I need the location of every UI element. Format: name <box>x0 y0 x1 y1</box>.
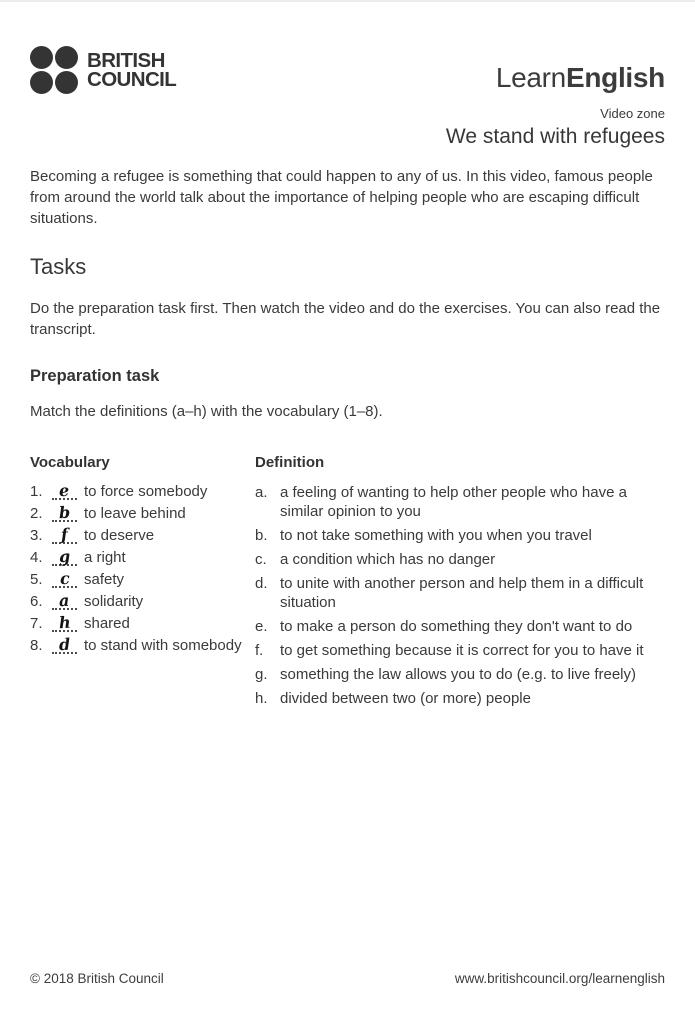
tasks-paragraph: Do the preparation task first. Then watch the video and do the exercises. You can also read the transcript. <box>30 300 661 339</box>
answer-blank <box>52 502 77 523</box>
definition-text: a feeling of wanting to help other people who have a similar opinion to you <box>280 483 627 520</box>
definition-text: to not take something with you when you travel <box>280 526 592 544</box>
logo-wordmark <box>87 48 177 91</box>
definition-letter: g. <box>255 665 268 683</box>
vocab-item <box>30 502 255 527</box>
vocab-term: to leave behind <box>84 504 186 522</box>
preparation-task-heading: Preparation task <box>30 367 160 386</box>
matching-exercise <box>30 454 665 713</box>
british-council-dots-icon <box>30 46 78 94</box>
copyright-text: © 2018 British Council <box>30 971 164 986</box>
definition-text: to unite with another person and help them in a difficult situation <box>280 574 644 611</box>
vocab-item <box>30 634 255 659</box>
definition-letter: f. <box>255 641 264 659</box>
answer-blank <box>52 568 77 588</box>
logo-line1: BRITISH <box>87 48 165 72</box>
vocab-term: solidarity <box>84 592 144 610</box>
definition-letter: c. <box>255 550 267 568</box>
definition-letter: d. <box>255 574 268 592</box>
logo-line2: COUNCIL <box>87 68 177 91</box>
logo-dot-icon <box>55 46 78 69</box>
handwritten-answer: a <box>58 590 71 611</box>
vocab-term: safety <box>84 570 125 588</box>
handwritten-answer: b <box>58 502 71 523</box>
definition-item <box>255 574 665 612</box>
answer-blank <box>52 612 77 633</box>
intro-paragraph: Becoming a refugee is something that could happen to any of us. In this video, famous people from around the world talk about the importance of helping people who are escaping difficult situations. <box>30 168 653 227</box>
definition-list <box>255 483 665 708</box>
learnenglish-brand <box>496 62 665 94</box>
answer-blank <box>52 524 77 544</box>
vocab-term: a right <box>84 548 126 566</box>
definition-item <box>255 483 665 521</box>
vocab-number: 8. <box>30 636 43 654</box>
preparation-instruction: Match the definitions (a–h) with the vocabulary (1–8). <box>30 402 383 420</box>
vocab-term: to deserve <box>84 526 155 544</box>
vocab-number: 1. <box>30 482 43 500</box>
title-block <box>30 106 665 149</box>
handwritten-answer: h <box>58 612 71 633</box>
vocab-term: to force somebody <box>84 482 208 500</box>
definition-text: a condition which has no danger <box>280 550 496 568</box>
vocab-number: 2. <box>30 504 43 522</box>
vocab-item <box>30 568 255 593</box>
definition-item <box>255 665 665 684</box>
definition-item <box>255 641 665 660</box>
british-council-logo <box>30 46 176 94</box>
definition-letter: h. <box>255 689 268 707</box>
vocab-number: 7. <box>30 614 43 632</box>
definition-text: to get something because it is correct for you to have it <box>280 641 644 659</box>
footer-url: www.britishcouncil.org/learnenglish <box>454 971 665 986</box>
definition-letter: a. <box>255 483 268 501</box>
definition-letter: b. <box>255 526 268 544</box>
definition-text: something the law allows you to do (e.g. to live freely) <box>280 665 637 683</box>
logo-dot-icon <box>30 71 53 94</box>
section-kicker: Video zone <box>600 106 665 121</box>
tasks-heading: Tasks <box>30 254 87 279</box>
definition-item <box>255 526 665 545</box>
handwritten-answer: e <box>58 480 71 501</box>
logo-dot-icon <box>55 71 78 94</box>
definition-item <box>255 617 665 636</box>
vocab-number: 3. <box>30 526 43 544</box>
header <box>30 46 665 94</box>
definition-column <box>255 454 665 713</box>
page-title: We stand with refugees <box>445 125 665 148</box>
vocab-item <box>30 480 255 505</box>
definition-text: to make a person do something they don't want to do <box>280 617 633 635</box>
definition-item <box>255 550 665 569</box>
definition-header: Definition <box>255 453 325 471</box>
vocab-item <box>30 590 255 615</box>
vocabulary-header: Vocabulary <box>30 453 110 471</box>
vocabulary-list <box>30 480 255 659</box>
vocab-item <box>30 546 255 571</box>
handwritten-answer: g <box>58 546 71 567</box>
vocab-number: 6. <box>30 592 43 610</box>
vocab-number: 5. <box>30 570 43 588</box>
answer-blank <box>52 590 77 611</box>
handwritten-answer: f <box>60 524 69 544</box>
vocab-item <box>30 524 255 549</box>
vocab-number: 4. <box>30 548 43 566</box>
definition-item <box>255 689 665 708</box>
brand-light: Learn <box>495 62 566 93</box>
brand-bold: English <box>565 62 665 93</box>
definition-text: divided between two (or more) people <box>280 689 531 707</box>
answer-blank <box>52 634 77 655</box>
footer <box>30 971 665 986</box>
handwritten-answer: d <box>58 634 71 655</box>
vocab-item <box>30 612 255 637</box>
answer-blank <box>52 546 77 567</box>
logo-dot-icon <box>30 46 53 69</box>
handwritten-answer: c <box>59 568 70 588</box>
definition-letter: e. <box>255 617 268 635</box>
vocab-term: shared <box>84 614 130 632</box>
answer-blank <box>52 480 77 501</box>
vocab-term: to stand with somebody <box>84 636 242 654</box>
vocabulary-column <box>30 454 255 713</box>
